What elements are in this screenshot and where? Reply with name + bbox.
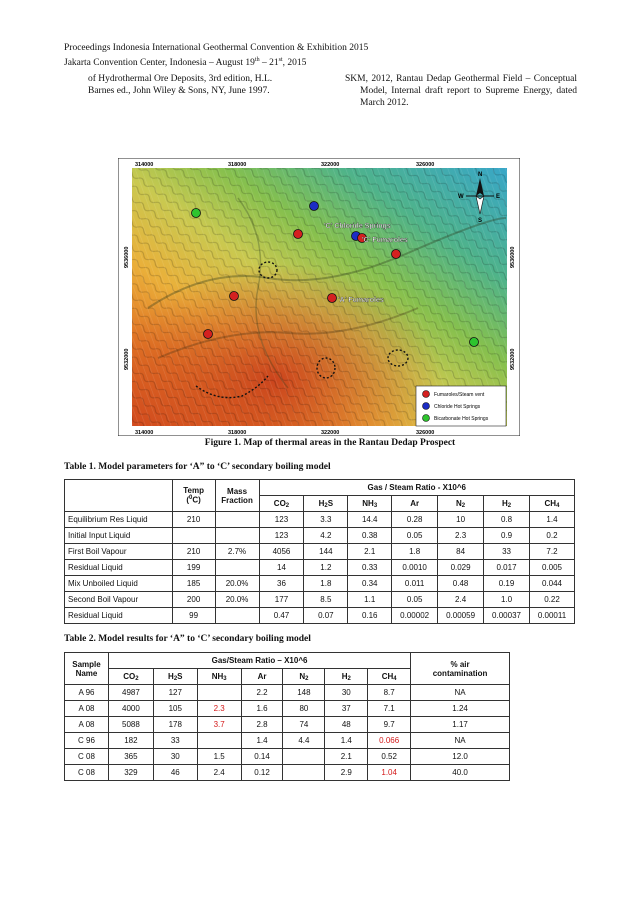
- x-tick-bottom-326000: 326000: [416, 430, 435, 436]
- value-cell: 0.52: [368, 749, 411, 765]
- value-cell: 2.4: [438, 592, 484, 608]
- sample-name-cell: A 08: [65, 717, 109, 733]
- fumarole-3: [230, 292, 239, 301]
- svg-text:S: S: [478, 218, 483, 224]
- value-cell: 80: [283, 701, 325, 717]
- row-label: Mix Unboiled Liquid: [65, 576, 173, 592]
- value-cell: 0.00011: [529, 608, 574, 624]
- svg-text:W: W: [458, 194, 464, 200]
- x-tick-bottom-322000: 322000: [321, 430, 340, 436]
- value-cell: 1.04: [368, 765, 411, 781]
- label-c-fumaroles: 'C' Fumaroles: [362, 237, 408, 244]
- value-cell: 4987: [108, 685, 153, 701]
- mass-fraction-header: Mass Fraction: [215, 480, 259, 512]
- svg-text:E: E: [496, 194, 501, 200]
- value-cell: 0.044: [529, 576, 574, 592]
- legend-fumaroles: Fumaroles/Steam vent: [434, 392, 485, 398]
- map-legend: [416, 386, 506, 426]
- col-ch4: $CH_4$: [529, 496, 574, 512]
- thermal-areas-map: [118, 158, 520, 436]
- value-cell: 0.011: [392, 576, 438, 592]
- y-tick-left-9536000: 9536000: [124, 246, 130, 268]
- value-cell: 123: [259, 512, 304, 528]
- value-cell: [283, 749, 325, 765]
- value-cell: 2.2: [241, 685, 283, 701]
- fumarole-a: [328, 294, 337, 303]
- row-label: First Boil Vapour: [65, 544, 173, 560]
- value-cell: 177: [259, 592, 304, 608]
- col-h2s: $H_2S$: [304, 496, 348, 512]
- value-cell: 0.066: [368, 733, 411, 749]
- value-cell: [197, 733, 241, 749]
- value-cell: 365: [108, 749, 153, 765]
- x-tick-314000: 314000: [135, 162, 154, 168]
- value-cell: 4000: [108, 701, 153, 717]
- col-h2: $H_2$: [484, 496, 530, 512]
- value-cell: 3.7: [197, 717, 241, 733]
- value-cell: 10: [438, 512, 484, 528]
- value-cell: 0.19: [484, 576, 530, 592]
- table-1-caption: Table 1. Model parameters for ‘A” to ‘C’ secondary boiling model: [64, 462, 331, 472]
- value-cell: 127: [153, 685, 197, 701]
- mass-cell: 20.0%: [215, 576, 259, 592]
- value-cell: 46: [153, 765, 197, 781]
- air-contamination-cell: 1.24: [411, 701, 510, 717]
- value-cell: 2.4: [197, 765, 241, 781]
- value-cell: 37: [325, 701, 368, 717]
- table-2-caption: Table 2. Model results for ‘A” to ‘C’ secondary boiling model: [64, 634, 311, 644]
- value-cell: 4.4: [283, 733, 325, 749]
- x-tick-bottom-318000: 318000: [228, 430, 247, 436]
- value-cell: 4.2: [304, 528, 348, 544]
- reference-skm: SKM, 2012, Rantau Dedap Geothermal Field – Conceptual Model, Internal draft report to Supreme Energy, dated March 2012.: [345, 74, 577, 108]
- value-cell: 30: [153, 749, 197, 765]
- table-2-model-results: [64, 652, 510, 781]
- value-cell: 0.14: [241, 749, 283, 765]
- col-co2: $CO_2$: [259, 496, 304, 512]
- y-tick-right-9532000: 9532000: [510, 348, 516, 370]
- chloride-spring-north: [310, 202, 319, 211]
- label-a-fumaroles: 'A' Fumaroles: [338, 297, 384, 304]
- bicarbonate-spring-east: [470, 338, 479, 347]
- value-cell: 4056: [259, 544, 304, 560]
- value-cell: 0.8: [484, 512, 530, 528]
- x-tick-318000: 318000: [228, 162, 247, 168]
- t2-col-ch4: $CH_4$: [368, 669, 411, 685]
- sample-name-cell: C 08: [65, 749, 109, 765]
- value-cell: 0.07: [304, 608, 348, 624]
- row-label: Residual Liquid: [65, 560, 173, 576]
- x-tick-326000: 326000: [416, 162, 435, 168]
- value-cell: 0.9: [484, 528, 530, 544]
- value-cell: 329: [108, 765, 153, 781]
- temp-cell: 185: [172, 576, 215, 592]
- sample-name-cell: A 96: [65, 685, 109, 701]
- temp-cell: 210: [172, 544, 215, 560]
- table-row: [65, 733, 510, 749]
- air-contamination-cell: 1.17: [411, 717, 510, 733]
- row-label: Second Boil Vapour: [65, 592, 173, 608]
- legend-chloride: Chloride Hot Springs: [434, 404, 481, 410]
- value-cell: 2.3: [438, 528, 484, 544]
- mass-cell: [215, 528, 259, 544]
- reference-left-line-2: Barnes ed., John Wiley & Sons, NY, June 1997.: [88, 86, 270, 96]
- temp-cell: [172, 528, 215, 544]
- value-cell: [197, 685, 241, 701]
- value-cell: 14.4: [348, 512, 392, 528]
- sample-name-header: Sample Name: [65, 653, 109, 685]
- table-row: [65, 765, 510, 781]
- value-cell: 182: [108, 733, 153, 749]
- value-cell: 33: [153, 733, 197, 749]
- table-row: [65, 576, 575, 592]
- value-cell: 1.0: [484, 592, 530, 608]
- value-cell: 0.47: [259, 608, 304, 624]
- temp-cell: 99: [172, 608, 215, 624]
- air-contamination-cell: NA: [411, 733, 510, 749]
- value-cell: 84: [438, 544, 484, 560]
- temp-cell: 210: [172, 512, 215, 528]
- legend-bicarbonate: Bicarbonate Hot Springs: [434, 416, 489, 422]
- value-cell: 0.2: [529, 528, 574, 544]
- t2-col-h2s: $H_2S$: [153, 669, 197, 685]
- value-cell: 105: [153, 701, 197, 717]
- sample-name-cell: C 08: [65, 765, 109, 781]
- value-cell: 0.28: [392, 512, 438, 528]
- table-2-header-row-1: [65, 653, 510, 669]
- value-cell: 7.1: [368, 701, 411, 717]
- value-cell: 0.005: [529, 560, 574, 576]
- value-cell: 48: [325, 717, 368, 733]
- air-contamination-cell: NA: [411, 685, 510, 701]
- value-cell: 0.16: [348, 608, 392, 624]
- value-cell: 0.38: [348, 528, 392, 544]
- sample-name-cell: C 96: [65, 733, 109, 749]
- table-row: [65, 685, 510, 701]
- value-cell: 30: [325, 685, 368, 701]
- air-contamination-cell: 12.0: [411, 749, 510, 765]
- mass-cell: [215, 512, 259, 528]
- value-cell: 178: [153, 717, 197, 733]
- t2-col-nh3: $NH_3$: [197, 669, 241, 685]
- col-nh3: $NH_3$: [348, 496, 392, 512]
- value-cell: 1.8: [304, 576, 348, 592]
- value-cell: 74: [283, 717, 325, 733]
- value-cell: 1.5: [197, 749, 241, 765]
- mass-cell: [215, 608, 259, 624]
- gas-steam-ratio-header: Gas / Steam Ratio - X10^6: [259, 480, 574, 496]
- air-contamination-header: % air contamination: [411, 653, 510, 685]
- value-cell: 8.7: [368, 685, 411, 701]
- value-cell: 9.7: [368, 717, 411, 733]
- header-line-2: Jakarta Convention Center, Indonesia – August 19th – 21st, 2015: [64, 57, 307, 69]
- value-cell: 8.5: [304, 592, 348, 608]
- value-cell: 1.1: [348, 592, 392, 608]
- t2-col-n2: $N_2$: [283, 669, 325, 685]
- table-row: [65, 560, 575, 576]
- value-cell: 2.3: [197, 701, 241, 717]
- svg-text:N: N: [478, 172, 483, 178]
- fumarole-2: [392, 250, 401, 259]
- y-tick-left-9532000: 9532000: [124, 348, 130, 370]
- table-1-header-row-1: [65, 480, 575, 496]
- value-cell: 33: [484, 544, 530, 560]
- value-cell: 0.22: [529, 592, 574, 608]
- value-cell: 1.6: [241, 701, 283, 717]
- table-row: [65, 512, 575, 528]
- table-row: [65, 544, 575, 560]
- t2-col-ar: Ar: [241, 669, 283, 685]
- value-cell: 1.4: [529, 512, 574, 528]
- value-cell: 7.2: [529, 544, 574, 560]
- header-line-1: Proceedings Indonesia International Geothermal Convention & Exhibition 2015: [64, 43, 369, 53]
- reference-left: [88, 73, 313, 97]
- value-cell: 0.00037: [484, 608, 530, 624]
- label-chloride-springs: 'C' Chloride Springs: [324, 223, 391, 230]
- value-cell: [283, 765, 325, 781]
- x-tick-322000: 322000: [321, 162, 340, 168]
- table-row: [65, 528, 575, 544]
- mass-cell: 2.7%: [215, 544, 259, 560]
- value-cell: 2.1: [325, 749, 368, 765]
- row-label: Equilibrium Res Liquid: [65, 512, 173, 528]
- value-cell: 0.00059: [438, 608, 484, 624]
- value-cell: 0.029: [438, 560, 484, 576]
- air-contamination-cell: 40.0: [411, 765, 510, 781]
- gas-steam-ratio-header-2: Gas/Steam Ratio – X10^6: [108, 653, 410, 669]
- t2-col-co2: $CO_2$: [108, 669, 153, 685]
- col-ar: Ar: [392, 496, 438, 512]
- value-cell: 0.00002: [392, 608, 438, 624]
- reference-right: [345, 73, 577, 109]
- value-cell: 36: [259, 576, 304, 592]
- value-cell: 3.3: [304, 512, 348, 528]
- fumarole-1: [294, 230, 303, 239]
- row-label: Initial Input Liquid: [65, 528, 173, 544]
- value-cell: 123: [259, 528, 304, 544]
- figure-1-caption: Figure 1. Map of thermal areas in the Rantau Dedap Prospect: [204, 438, 456, 448]
- proceedings-header: [64, 42, 368, 69]
- temp-cell: 199: [172, 560, 215, 576]
- value-cell: 148: [283, 685, 325, 701]
- sample-name-cell: A 08: [65, 701, 109, 717]
- value-cell: 1.2: [304, 560, 348, 576]
- value-cell: 14: [259, 560, 304, 576]
- value-cell: 0.0010: [392, 560, 438, 576]
- value-cell: 0.05: [392, 592, 438, 608]
- value-cell: 0.33: [348, 560, 392, 576]
- value-cell: 144: [304, 544, 348, 560]
- temp-cell: 200: [172, 592, 215, 608]
- temp-header: Temp ($^0$C): [172, 480, 215, 512]
- value-cell: 0.12: [241, 765, 283, 781]
- col-n2: $N_2$: [438, 496, 484, 512]
- y-tick-right-9536000: 9536000: [510, 246, 516, 268]
- bicarbonate-spring-nw: [192, 209, 201, 218]
- value-cell: 2.1: [348, 544, 392, 560]
- value-cell: 5088: [108, 717, 153, 733]
- fumarole-4: [204, 330, 213, 339]
- value-cell: 1.4: [325, 733, 368, 749]
- value-cell: 0.017: [484, 560, 530, 576]
- t2-col-h2: $H_2$: [325, 669, 368, 685]
- table-row: [65, 749, 510, 765]
- x-tick-bottom-314000: 314000: [135, 430, 154, 436]
- value-cell: 0.34: [348, 576, 392, 592]
- value-cell: 2.8: [241, 717, 283, 733]
- mass-cell: 20.0%: [215, 592, 259, 608]
- value-cell: 2.9: [325, 765, 368, 781]
- table-1-model-parameters: [64, 479, 575, 624]
- table-row: [65, 592, 575, 608]
- reference-left-line-1: of Hydrothermal Ore Deposits, 3rd edition, H.L.: [88, 74, 273, 84]
- row-label: Residual Liquid: [65, 608, 173, 624]
- table-row: [65, 701, 510, 717]
- table-row: [65, 608, 575, 624]
- mass-cell: [215, 560, 259, 576]
- value-cell: 1.4: [241, 733, 283, 749]
- value-cell: 1.8: [392, 544, 438, 560]
- value-cell: 0.05: [392, 528, 438, 544]
- value-cell: 0.48: [438, 576, 484, 592]
- table-row: [65, 717, 510, 733]
